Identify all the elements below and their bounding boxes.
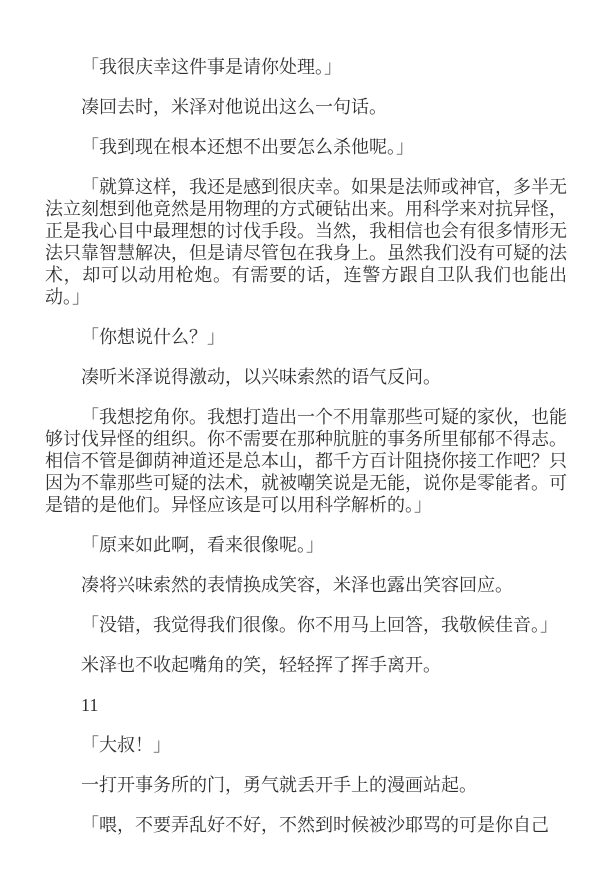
paragraph-narration: 米泽也不收起嘴角的笑，轻轻挥了挥手离开。 [81,655,441,675]
paragraph-dialogue: 「你想说什么？」 [81,327,225,347]
paragraph-dialogue: 「我想挖角你。我想打造出一个不用靠那些可疑的家伙，也能够讨伐异怪的组织。你不需要在那种肮脏的事务所里郁郁不得志。相信不管是御荫神道还是总本山，都千方百计阻挠你接工作吧？只因为不靠那些可疑的法术，就被嘲笑说是无能，说你是零能者。可是错的是他们。异怪应该是可以用科学解析的。」 [45,407,567,515]
paragraph-narration: 凑听米泽说得激动，以兴味索然的语气反问。 [81,367,441,387]
paragraph-narration: 一打开事务所的门，勇气就丢开手上的漫画站起。 [81,775,477,795]
page-text [45,56,567,836]
paragraph-dialogue: 「没错，我觉得我们很像。你不用马上回答，我敬候佳音。」 [81,615,558,635]
paragraph-dialogue: 「喂，不要弄乱好不好，不然到时候被沙耶骂的可是你自己 [81,815,549,835]
paragraph-narration: 凑回去时，米泽对他说出这么一句话。 [81,97,387,117]
section-number: 11 [81,695,99,715]
paragraph-dialogue: 「大叔！」 [81,735,171,755]
paragraph-dialogue: 「我到现在根本还想不出要怎么杀他呢。」 [81,137,414,157]
paragraph-dialogue: 「我很庆幸这件事是请你处理。」 [81,57,342,77]
paragraph-narration: 凑将兴味索然的表情换成笑容，米泽也露出笑容回应。 [81,575,513,595]
paragraph-dialogue: 「就算这样，我还是感到很庆幸。如果是法师或神官，多半无法立刻想到他竟然是用物理的方式硬钻出来。用科学来对抗异怪，正是我心目中最理想的讨伐手段。当然，我相信也会有很多情形无法只靠智慧解决，但是请尽管包在我身上。虽然我们没有可疑的法术，却可以动用枪炮。有需要的话，连警方跟自卫队我们也能出动。」 [45,177,567,307]
paragraph-dialogue: 「原来如此啊，看来很像呢。」 [81,535,324,555]
